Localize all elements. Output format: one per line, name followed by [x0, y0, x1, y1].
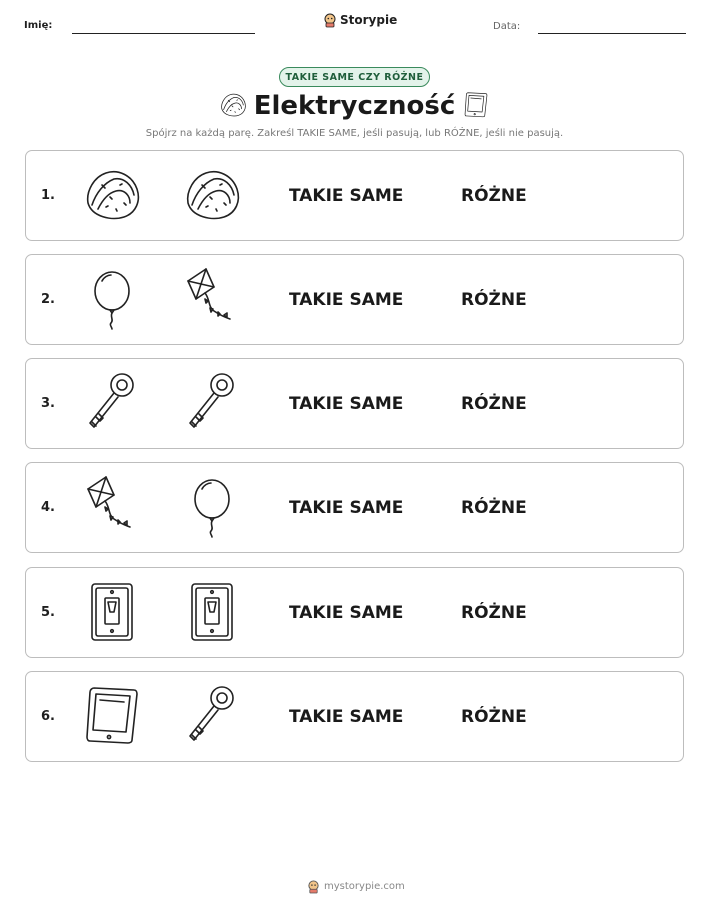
- date-line[interactable]: [538, 33, 686, 34]
- key-icon: [80, 371, 144, 435]
- brand-logo: [323, 13, 397, 27]
- question-number: 2.: [41, 292, 55, 307]
- option-different[interactable]: RÓŻNE: [461, 186, 527, 206]
- option-different[interactable]: RÓŻNE: [461, 394, 527, 414]
- option-different[interactable]: RÓŻNE: [461, 603, 527, 623]
- storypie-mascot-icon: [323, 13, 337, 27]
- balloon-icon: [80, 267, 144, 331]
- rock-icon: [80, 163, 144, 227]
- key-icon: [180, 371, 244, 435]
- question-number: 4.: [41, 500, 55, 515]
- question-row: [25, 358, 684, 449]
- storypie-mascot-icon: [307, 880, 320, 893]
- page-title: Elektryczność: [253, 91, 456, 121]
- date-label: Data:: [493, 21, 521, 32]
- question-row: [25, 150, 684, 241]
- question-number: 3.: [41, 396, 55, 411]
- option-same[interactable]: TAKIE SAME: [289, 186, 404, 206]
- rock-icon: [180, 163, 244, 227]
- key-icon: [180, 684, 244, 748]
- question-row: [25, 671, 684, 762]
- light-switch-icon: [180, 580, 244, 644]
- question-number: 6.: [41, 709, 55, 724]
- option-same[interactable]: TAKIE SAME: [289, 498, 404, 518]
- instructions: Spójrz na każdą parę. Zakreśl TAKIE SAME, jeśli pasują, lub RÓŻNE, jeśli nie pasują.: [145, 128, 564, 139]
- option-different[interactable]: RÓŻNE: [461, 290, 527, 310]
- kite-icon: [80, 475, 144, 539]
- tablet-icon: [462, 90, 490, 120]
- tablet-icon: [80, 684, 144, 748]
- footer: [307, 880, 405, 893]
- option-different[interactable]: RÓŻNE: [461, 707, 527, 727]
- kite-icon: [180, 267, 244, 331]
- option-different[interactable]: RÓŻNE: [461, 498, 527, 518]
- question-number: 1.: [41, 188, 55, 203]
- worksheet-type-badge: TAKIE SAME CZY RÓŻNE: [279, 67, 430, 87]
- footer-url[interactable]: mystorypie.com: [324, 881, 405, 892]
- option-same[interactable]: TAKIE SAME: [289, 394, 404, 414]
- option-same[interactable]: TAKIE SAME: [289, 290, 404, 310]
- question-number: 5.: [41, 605, 55, 620]
- question-row: [25, 462, 684, 553]
- balloon-icon: [180, 475, 244, 539]
- name-line[interactable]: [72, 33, 255, 34]
- light-switch-icon: [80, 580, 144, 644]
- question-row: [25, 567, 684, 658]
- question-row: [25, 254, 684, 345]
- option-same[interactable]: TAKIE SAME: [289, 603, 404, 623]
- brand-name: Storypie: [340, 13, 398, 27]
- name-label: Imię:: [24, 20, 53, 31]
- option-same[interactable]: TAKIE SAME: [289, 707, 404, 727]
